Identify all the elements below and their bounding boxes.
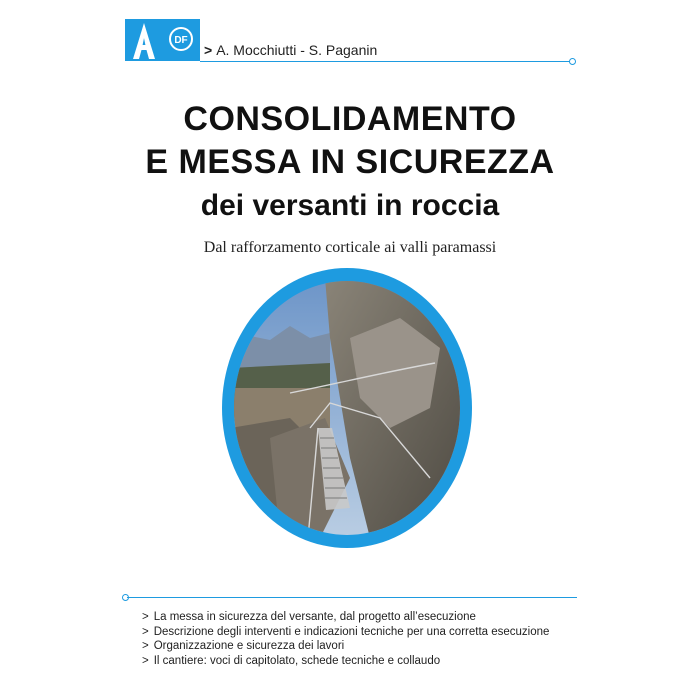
title-line-1: CONSOLIDAMENTO bbox=[183, 100, 517, 138]
feature-list bbox=[142, 611, 549, 669]
publisher-logo-text: DF bbox=[169, 27, 193, 51]
publisher-logo-mark bbox=[163, 19, 200, 61]
title-line-2: E MESSA IN SICUREZZA bbox=[145, 143, 555, 181]
list-item: > Descrizione degli interventi e indicazioni tecniche per una corretta esecuzione bbox=[142, 625, 550, 638]
top-divider-dot bbox=[569, 58, 576, 65]
top-divider bbox=[200, 61, 572, 62]
list-item: > Il cantiere: voci di capitolato, schede tecniche e collaudo bbox=[142, 654, 441, 667]
authors-marker: > bbox=[204, 42, 213, 58]
subtitle: Dal rafforzamento corticale ai valli paramassi bbox=[203, 239, 497, 256]
authors-line bbox=[204, 42, 377, 58]
bottom-divider bbox=[127, 597, 577, 598]
list-item: > La messa in sicurezza del versante, dal progetto all’esecuzione bbox=[142, 611, 476, 623]
title-line-3: dei versanti in roccia bbox=[200, 189, 500, 222]
list-item: > Organizzazione e sicurezza dei lavori bbox=[142, 640, 345, 652]
authors-names: A. Mocchiutti - S. Paganin bbox=[216, 42, 378, 58]
cover-photo-frame bbox=[222, 268, 472, 548]
publisher-logo-a bbox=[125, 19, 163, 61]
cover-photo bbox=[230, 278, 464, 538]
